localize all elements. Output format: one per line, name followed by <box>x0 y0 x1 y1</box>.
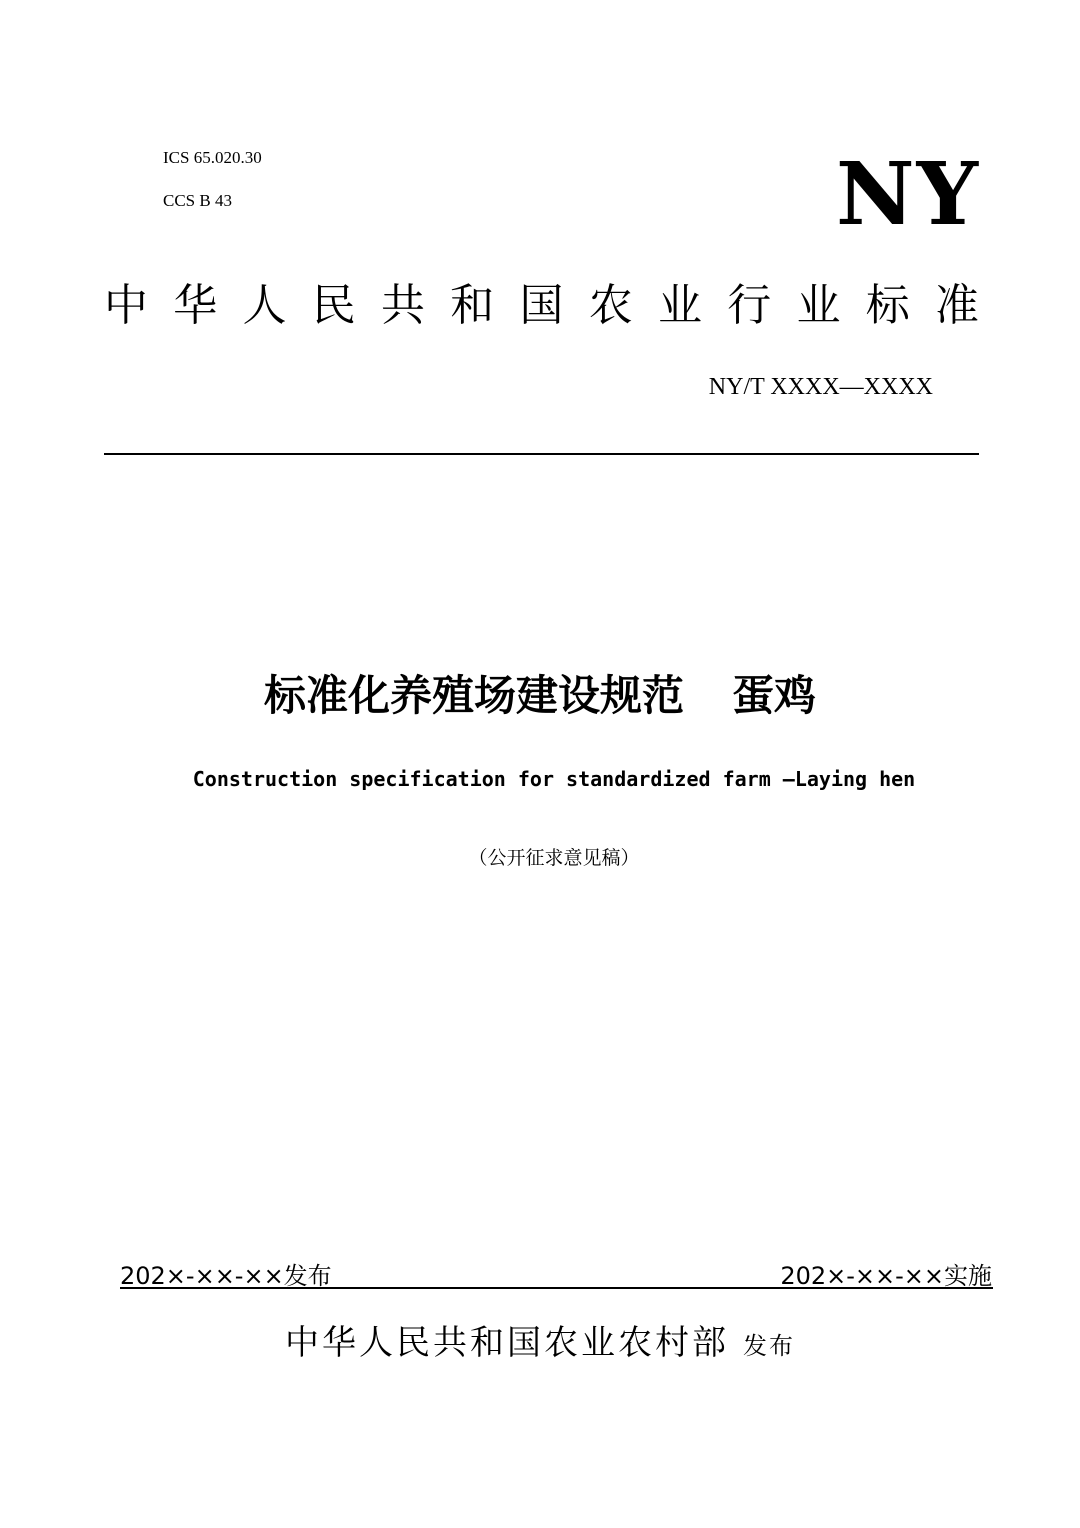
ics-code: ICS 65.020.30 <box>163 148 262 167</box>
standard-title: 中华人民共和国农业行业标准 <box>104 280 979 331</box>
publisher-name: 中华人民共和国农业农村部 <box>285 1323 729 1363</box>
implementation-date: 202×-××-××实施 <box>780 1262 992 1290</box>
draft-note: （公开征求意见稿） <box>468 847 640 869</box>
standard-number: NY/T XXXX—XXXX <box>708 374 933 400</box>
document-subtitle-en: Construction specification for standardized farm —Laying hen <box>192 767 916 791</box>
ny-logo: NY <box>835 144 980 245</box>
ccs-code: CCS B 43 <box>163 191 232 210</box>
document-title-main: 标准化养殖场建设规范 <box>263 671 684 720</box>
bottom-divider <box>120 1287 993 1289</box>
document-title-sub: 蛋鸡 <box>732 671 817 720</box>
publisher <box>0 1318 1080 1371</box>
publisher-suffix: 发布 <box>743 1332 795 1360</box>
issue-date: 202×-××-××发布 <box>120 1262 332 1290</box>
document-title <box>0 668 1080 724</box>
top-divider <box>104 453 979 455</box>
